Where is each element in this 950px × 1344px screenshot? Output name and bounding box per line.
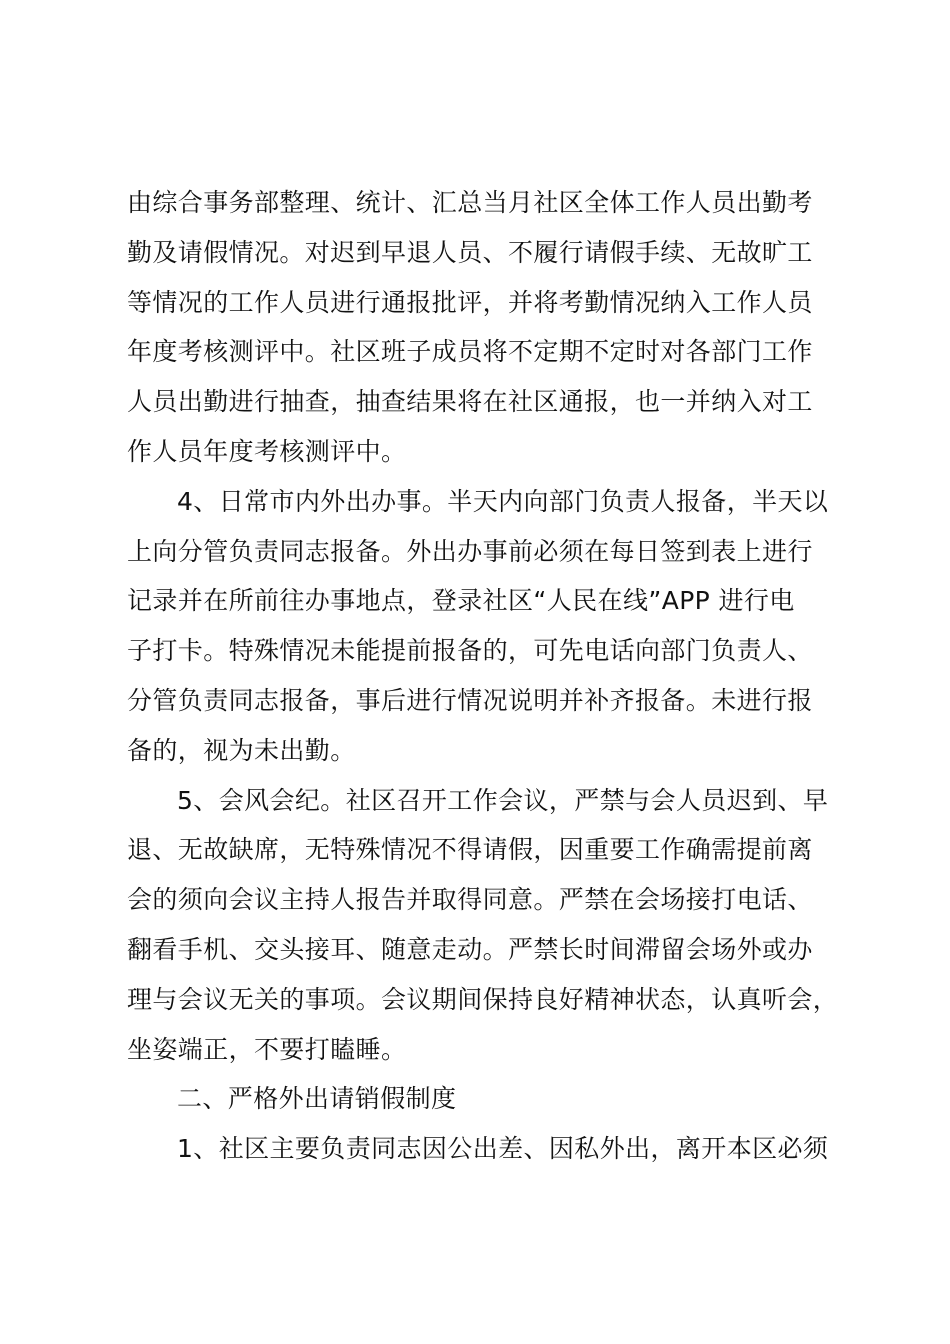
text-line-10: 子打卡。特殊情况未能提前报备的，可先电话向部门负责人、	[127, 636, 813, 666]
text-line-16: 翻看手机、交头接耳、随意走动。严禁长时间滞留会场外或办	[127, 934, 813, 964]
text-line-11: 分管负责同志报备，事后进行情况说明并补齐报备。未进行报	[127, 685, 813, 715]
text-line-14: 退、无故缺席，无特殊情况不得请假，因重要工作确需提前离	[127, 835, 813, 865]
document-body	[127, 178, 847, 1174]
paragraph-4-start: 4、日常市内外出办事。半天内向部门负责人报备，半天以	[177, 486, 829, 516]
text-line-5: 人员出勤进行抽查，抽查结果将在社区通报，也一并纳入对工	[127, 387, 813, 417]
text-line-4: 年度考核测评中。社区班子成员将不定期不定时对各部门工作	[127, 337, 813, 367]
text-line-1: 由综合事务部整理、统计、汇总当月社区全体工作人员出勤考	[127, 188, 813, 217]
text-line-3: 等情况的工作人员进行通报批评，并将考勤情况纳入工作人员	[127, 287, 813, 317]
paragraph-5-start: 5、会风会纪。社区召开工作会议，严禁与会人员迟到、早	[177, 785, 829, 815]
text-line-6: 作人员年度考核测评中。	[127, 436, 407, 466]
text-line-2: 勤及请假情况。对迟到早退人员、不履行请假手续、无故旷工	[127, 237, 813, 267]
text-line-15: 会的须向会议主持人报告并取得同意。严禁在会场接打电话、	[127, 885, 813, 915]
section-heading-2: 二、严格外出请销假制度	[177, 1084, 457, 1114]
text-line-18: 坐姿端正，不要打瞌睡。	[127, 1034, 407, 1064]
text-line-12: 备的，视为未出勤。	[127, 735, 356, 765]
paragraph-section2-1-start: 1、社区主要负责同志因公出差、因私外出，离开本区必须	[177, 1134, 829, 1164]
text-line-8: 上向分管负责同志报备。外出办事前必须在每日签到表上进行	[127, 536, 813, 566]
text-line-9: 记录并在所前往办事地点，登录社区“人民在线”APP 进行电	[127, 586, 795, 616]
text-line-17: 理与会议无关的事项。会议期间保持良好精神状态，认真听会，	[127, 984, 839, 1014]
